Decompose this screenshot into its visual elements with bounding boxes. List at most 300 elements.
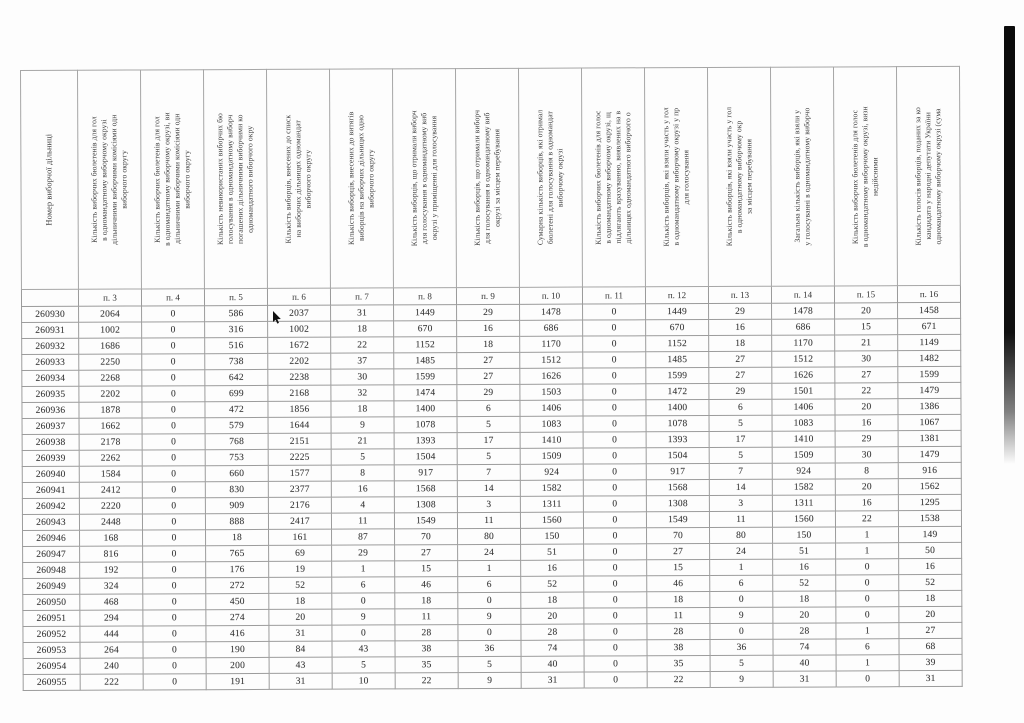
table-row [23, 670, 962, 690]
station-number-cell: 260949 [23, 578, 80, 594]
value-cell: 2417 [268, 513, 331, 529]
value-cell: 660 [205, 465, 268, 481]
value-cell: 0 [143, 562, 206, 578]
value-cell: 87 [332, 529, 395, 545]
value-cell: 192 [80, 562, 143, 578]
value-cell: 38 [395, 641, 458, 657]
value-cell: 18 [899, 590, 962, 606]
value-cell: 21 [331, 433, 394, 449]
value-cell: 20 [773, 607, 836, 623]
value-cell: 84 [269, 641, 332, 657]
column-id: п. 14 [771, 286, 834, 303]
value-cell: 5 [709, 415, 772, 431]
value-cell: 0 [332, 625, 395, 641]
column-header-10 [518, 68, 582, 287]
station-number-cell: 260943 [22, 514, 79, 530]
value-cell: 444 [80, 626, 143, 642]
value-cell: 16 [899, 558, 962, 574]
value-cell: 161 [269, 529, 332, 545]
station-number-cell: 260934 [22, 370, 79, 386]
value-cell: 176 [206, 561, 269, 577]
value-cell: 6 [710, 575, 773, 591]
value-cell: 324 [80, 578, 143, 594]
value-cell: 0 [583, 320, 646, 336]
value-cell: 1170 [772, 335, 835, 351]
value-cell: 7 [709, 463, 772, 479]
value-cell: 36 [710, 639, 773, 655]
value-cell: 2448 [79, 514, 142, 530]
value-cell: 4 [331, 497, 394, 513]
value-cell: 1449 [394, 305, 457, 321]
value-cell: 17 [709, 431, 772, 447]
column-header-label: Кількість виборців, внесених до списк на виборчих дільницях одномандат виборчого округу [283, 114, 313, 244]
value-cell: 1512 [772, 351, 835, 367]
value-cell: 1686 [79, 338, 142, 354]
value-cell: 1549 [394, 513, 457, 529]
value-cell: 18 [395, 593, 458, 609]
value-cell: 699 [205, 385, 268, 401]
value-cell: 0 [458, 592, 521, 608]
rotated-label-wrap [456, 69, 519, 287]
value-cell: 200 [206, 657, 269, 673]
value-cell: 1662 [79, 418, 142, 434]
value-cell: 9 [710, 671, 773, 687]
column-header-label: Кількість невикористаних виборчих бю голосування в одномандатному виборч погашених дільничними виборчими ко одномандатного виборчого окру [215, 113, 255, 246]
value-cell: 6 [458, 576, 521, 592]
value-cell: 9 [710, 607, 773, 623]
value-cell: 11 [331, 513, 394, 529]
value-cell: 30 [835, 351, 898, 367]
value-cell: 1308 [646, 495, 709, 511]
value-cell: 40 [773, 655, 836, 671]
value-cell: 2202 [79, 386, 142, 402]
column-id: п. 16 [897, 285, 960, 302]
value-cell: 11 [457, 512, 520, 528]
value-cell: 2377 [268, 481, 331, 497]
value-cell: 1672 [268, 337, 331, 353]
station-number-cell: 260955 [23, 674, 80, 690]
value-cell: 0 [143, 578, 206, 594]
value-cell: 1504 [646, 447, 709, 463]
value-cell: 29 [709, 303, 772, 319]
value-cell: 31 [331, 305, 394, 321]
value-cell: 1482 [898, 350, 961, 366]
value-cell: 1509 [772, 447, 835, 463]
value-cell: 1568 [646, 479, 709, 495]
column-header-16 [896, 66, 960, 285]
value-cell: 0 [583, 368, 646, 384]
value-cell: 6 [836, 639, 899, 655]
value-cell: 1152 [646, 335, 709, 351]
value-cell: 765 [206, 545, 269, 561]
value-cell: 1 [836, 527, 899, 543]
rotated-header-row [21, 66, 961, 289]
station-number-cell: 260942 [22, 498, 79, 514]
column-header-11 [581, 68, 645, 287]
value-cell: 9 [331, 417, 394, 433]
value-cell: 274 [206, 609, 269, 625]
value-cell: 1504 [394, 449, 457, 465]
value-cell: 1549 [646, 511, 709, 527]
value-cell: 24 [710, 543, 773, 559]
column-header-13 [707, 67, 771, 286]
column-header-12 [644, 68, 708, 287]
value-cell: 1 [710, 559, 773, 575]
value-cell: 9 [458, 672, 521, 688]
value-cell: 1479 [898, 446, 961, 462]
value-cell: 69 [269, 545, 332, 561]
rotated-label-wrap [21, 71, 78, 289]
value-cell: 29 [835, 431, 898, 447]
value-cell: 16 [331, 481, 394, 497]
column-header-label: Кількість виборців, які взяли участь у гол в одномандатному виборчому окр за місцем перебування [724, 107, 754, 247]
station-number-cell: 260946 [23, 530, 80, 546]
value-cell: 18 [206, 529, 269, 545]
value-cell: 0 [142, 466, 205, 482]
value-cell: 46 [395, 577, 458, 593]
value-cell: 9 [458, 608, 521, 624]
column-header-9 [455, 68, 519, 287]
value-cell: 1449 [646, 303, 709, 319]
value-cell: 16 [521, 560, 584, 576]
value-cell: 0 [142, 354, 205, 370]
value-cell: 80 [458, 528, 521, 544]
value-cell: 1002 [79, 322, 142, 338]
value-cell: 2268 [79, 370, 142, 386]
value-cell: 1149 [898, 334, 961, 350]
value-cell: 0 [143, 594, 206, 610]
value-cell: 43 [269, 657, 332, 673]
station-number-cell: 260952 [23, 626, 80, 642]
value-cell: 1582 [520, 480, 583, 496]
value-cell: 29 [332, 545, 395, 561]
value-cell: 1512 [520, 352, 583, 368]
station-number-cell: 260940 [22, 466, 79, 482]
value-cell: 5 [458, 656, 521, 672]
value-cell: 18 [269, 593, 332, 609]
value-cell: 1560 [520, 512, 583, 528]
value-cell: 1078 [646, 415, 709, 431]
rotated-label-wrap [267, 70, 330, 288]
column-id-blank [21, 289, 78, 306]
value-cell: 1458 [898, 302, 961, 318]
value-cell: 0 [583, 480, 646, 496]
rotated-label-wrap [393, 69, 456, 287]
value-cell: 1170 [520, 336, 583, 352]
value-cell: 27 [395, 545, 458, 561]
value-cell: 0 [836, 671, 899, 687]
station-number-cell: 260936 [22, 402, 79, 418]
value-cell: 74 [773, 639, 836, 655]
column-header-label: Кількість голосів виборців, поданих за ко кандидата у народні депутати України одномандатному виборчому окрузі (сума [913, 106, 943, 246]
value-cell: 1406 [772, 399, 835, 415]
value-cell: 1311 [520, 496, 583, 512]
value-cell: 1584 [79, 466, 142, 482]
value-cell: 28 [647, 623, 710, 639]
value-cell: 1067 [898, 414, 961, 430]
value-cell: 35 [647, 655, 710, 671]
value-cell: 16 [457, 320, 520, 336]
value-cell: 20 [835, 399, 898, 415]
value-cell: 1078 [394, 417, 457, 433]
value-cell: 8 [835, 463, 898, 479]
value-cell: 16 [773, 559, 836, 575]
value-cell: 5 [457, 448, 520, 464]
value-cell: 1386 [898, 398, 961, 414]
column-header-label: Сумарна кількість виборців, які отримал бюлетені для голосування в одномандат виборчому окрузі [535, 109, 565, 246]
value-cell: 450 [206, 593, 269, 609]
value-cell: 1 [836, 655, 899, 671]
value-cell: 1393 [646, 431, 709, 447]
value-cell: 1560 [772, 511, 835, 527]
column-id: п. 13 [708, 286, 771, 303]
value-cell: 0 [836, 575, 899, 591]
rotated-label-wrap [771, 67, 834, 285]
value-cell: 15 [395, 561, 458, 577]
value-cell: 29 [457, 304, 520, 320]
value-cell: 671 [898, 318, 961, 334]
value-cell: 21 [835, 335, 898, 351]
value-cell: 22 [647, 671, 710, 687]
mouse-cursor-icon [272, 311, 284, 325]
value-cell: 5 [710, 655, 773, 671]
value-cell: 294 [80, 610, 143, 626]
column-header-label: Загальна кількість виборців, які взяли у у голосуванні в одномандатному виборчо [792, 107, 812, 246]
column-id: п. 6 [267, 288, 330, 305]
value-cell: 2064 [79, 306, 142, 322]
rotated-label-wrap [708, 68, 771, 286]
value-cell: 1626 [520, 368, 583, 384]
value-cell: 2220 [79, 498, 142, 514]
value-cell: 924 [772, 463, 835, 479]
value-cell: 686 [520, 320, 583, 336]
value-cell: 1 [458, 560, 521, 576]
value-cell: 909 [205, 497, 268, 513]
value-cell: 150 [773, 527, 836, 543]
value-cell: 1501 [772, 383, 835, 399]
rotated-label-wrap [330, 69, 393, 287]
value-cell: 31 [899, 670, 962, 686]
value-cell: 1577 [268, 465, 331, 481]
value-cell: 190 [206, 641, 269, 657]
value-cell: 46 [647, 575, 710, 591]
value-cell: 917 [646, 463, 709, 479]
column-header-label: Кількість виборців, внесених до витягів виборців на виборчих дільницях одно виборчого округу [346, 111, 376, 246]
value-cell: 0 [142, 338, 205, 354]
value-cell: 16 [709, 319, 772, 335]
column-header-14 [770, 67, 834, 286]
value-cell: 1 [836, 623, 899, 639]
value-cell: 3 [457, 496, 520, 512]
value-cell: 15 [647, 559, 710, 575]
value-cell: 1485 [646, 351, 709, 367]
value-cell: 52 [521, 576, 584, 592]
column-header-7 [329, 69, 393, 288]
value-cell: 1644 [268, 417, 331, 433]
value-cell: 191 [206, 673, 269, 689]
value-cell: 20 [835, 303, 898, 319]
value-cell: 22 [835, 383, 898, 399]
value-cell: 1308 [394, 497, 457, 513]
station-number-cell: 260932 [22, 338, 79, 354]
value-cell: 579 [205, 417, 268, 433]
value-cell: 0 [583, 496, 646, 512]
value-cell: 51 [521, 544, 584, 560]
column-header-station [21, 70, 79, 289]
rotated-label-wrap [519, 69, 582, 287]
column-id: п. 10 [519, 287, 582, 304]
rotated-label-wrap [78, 70, 141, 288]
column-id: п. 9 [456, 287, 519, 304]
station-number-cell: 260941 [22, 482, 79, 498]
value-cell: 1478 [772, 303, 835, 319]
column-id: п. 8 [393, 288, 456, 305]
value-cell: 1083 [520, 416, 583, 432]
station-number-cell: 260939 [22, 450, 79, 466]
value-cell: 1311 [772, 495, 835, 511]
value-cell: 0 [142, 514, 205, 530]
value-cell: 0 [143, 530, 206, 546]
value-cell: 22 [395, 673, 458, 689]
value-cell: 240 [80, 658, 143, 674]
value-cell: 15 [835, 319, 898, 335]
value-cell: 1582 [772, 479, 835, 495]
value-cell: 24 [458, 544, 521, 560]
value-cell: 0 [584, 640, 647, 656]
value-cell: 5 [457, 416, 520, 432]
value-cell: 20 [521, 608, 584, 624]
station-number-cell: 260935 [22, 386, 79, 402]
value-cell: 39 [899, 654, 962, 670]
value-cell: 924 [520, 464, 583, 480]
value-cell: 1878 [79, 402, 142, 418]
value-cell: 1393 [394, 433, 457, 449]
value-cell: 38 [647, 639, 710, 655]
value-cell: 2238 [268, 369, 331, 385]
value-cell: 0 [142, 498, 205, 514]
value-cell: 32 [331, 385, 394, 401]
value-cell: 738 [205, 353, 268, 369]
value-cell: 18 [647, 591, 710, 607]
value-cell: 1478 [520, 304, 583, 320]
station-number-cell: 260947 [23, 546, 80, 562]
station-number-cell: 260933 [22, 354, 79, 370]
value-cell: 0 [710, 591, 773, 607]
station-number-cell: 260931 [22, 322, 79, 338]
value-cell: 1400 [646, 399, 709, 415]
value-cell: 168 [80, 530, 143, 546]
value-cell: 22 [835, 511, 898, 527]
value-cell: 0 [583, 304, 646, 320]
value-cell: 5 [332, 657, 395, 673]
value-cell: 1479 [898, 382, 961, 398]
value-cell: 1381 [898, 430, 961, 446]
value-cell: 0 [583, 464, 646, 480]
value-cell: 0 [142, 386, 205, 402]
value-cell: 2262 [79, 450, 142, 466]
value-cell: 6 [332, 577, 395, 593]
value-cell: 2412 [79, 482, 142, 498]
column-header-label: Кількість виборців, що отримали виборч для голосування в одномандатному виб окрузі у приміщенні для голосування [409, 110, 439, 247]
value-cell: 316 [205, 321, 268, 337]
value-cell: 8 [331, 465, 394, 481]
value-cell: 0 [142, 322, 205, 338]
value-cell: 1083 [772, 415, 835, 431]
value-cell: 0 [143, 626, 206, 642]
value-cell: 0 [142, 306, 205, 322]
value-cell: 0 [836, 591, 899, 607]
value-cell: 0 [142, 370, 205, 386]
value-cell: 586 [205, 305, 268, 321]
rotated-label-wrap [204, 70, 267, 288]
value-cell: 1472 [646, 383, 709, 399]
value-cell: 9 [332, 609, 395, 625]
value-cell: 670 [394, 321, 457, 337]
value-cell: 22 [331, 337, 394, 353]
value-cell: 40 [521, 656, 584, 672]
value-cell: 0 [584, 560, 647, 576]
station-number-cell: 260951 [23, 610, 80, 626]
value-cell: 18 [331, 401, 394, 417]
column-id: п. 7 [330, 288, 393, 305]
value-cell: 27 [709, 351, 772, 367]
column-header-label: Кількість виборчих бюлетенів для гол в одномандатному виборчому окрузі, ви дільничними виборчими комісіями одн виборчого округу [152, 112, 192, 247]
value-cell: 888 [205, 513, 268, 529]
value-cell: 1599 [394, 369, 457, 385]
value-cell: 27 [709, 367, 772, 383]
column-header-label: Кількість виборців, що отримали виборч для голосування в одномандатному виб окрузі за місцем перебування [472, 110, 502, 246]
value-cell: 917 [394, 465, 457, 481]
value-cell: 7 [457, 464, 520, 480]
column-id: п. 11 [582, 287, 645, 304]
rotated-label-wrap [141, 70, 204, 288]
value-cell: 0 [583, 384, 646, 400]
value-cell: 1538 [898, 510, 961, 526]
value-cell: 70 [647, 527, 710, 543]
value-cell: 43 [332, 641, 395, 657]
value-cell: 2176 [268, 497, 331, 513]
value-cell: 1002 [268, 321, 331, 337]
value-cell: 0 [583, 432, 646, 448]
rotated-label-wrap [645, 68, 708, 286]
value-cell: 80 [710, 527, 773, 543]
value-cell: 0 [584, 656, 647, 672]
value-cell: 753 [205, 449, 268, 465]
value-cell: 0 [142, 450, 205, 466]
value-cell: 0 [583, 400, 646, 416]
value-cell: 830 [205, 481, 268, 497]
value-cell: 5 [709, 447, 772, 463]
value-cell: 35 [395, 657, 458, 673]
column-id: п. 15 [834, 286, 897, 303]
station-number-cell: 260948 [23, 562, 80, 578]
column-id: п. 5 [204, 288, 267, 305]
station-number-cell: 260950 [23, 594, 80, 610]
value-cell: 14 [709, 479, 772, 495]
value-cell: 0 [584, 592, 647, 608]
value-cell: 19 [269, 561, 332, 577]
value-cell: 18 [331, 321, 394, 337]
value-cell: 222 [80, 674, 143, 690]
value-cell: 1410 [772, 431, 835, 447]
value-cell: 1599 [898, 366, 961, 382]
value-cell: 0 [583, 448, 646, 464]
station-number-cell: 260938 [22, 434, 79, 450]
value-cell: 416 [206, 625, 269, 641]
value-cell: 1295 [898, 494, 961, 510]
value-cell: 1400 [394, 401, 457, 417]
value-cell: 1152 [394, 337, 457, 353]
